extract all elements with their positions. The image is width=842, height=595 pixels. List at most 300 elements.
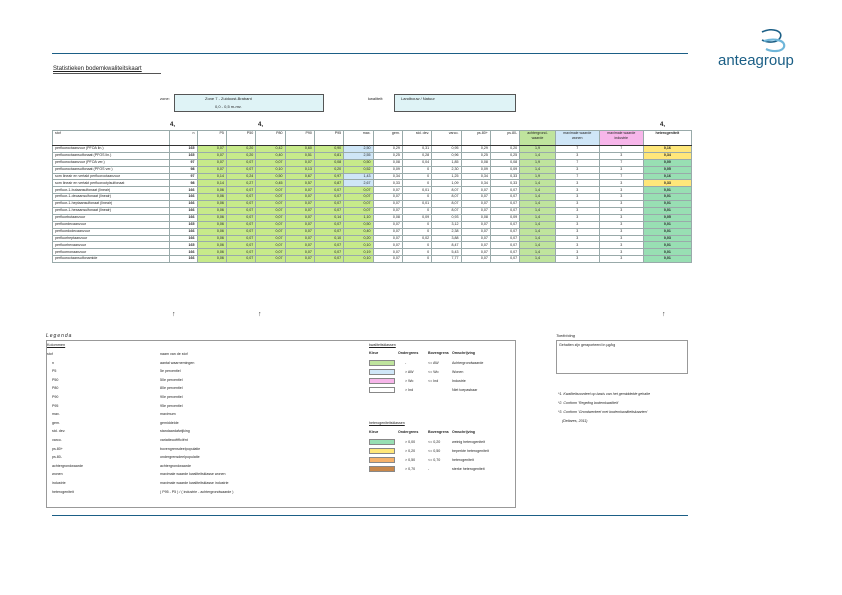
arrow-up-icon: ↑ <box>662 311 666 318</box>
legend-key: max. <box>52 412 60 417</box>
cell-value: 0 <box>402 166 431 173</box>
column-header: P95 <box>314 131 343 146</box>
cell-value: 7 <box>599 146 643 153</box>
cell-value: 7 <box>555 159 599 166</box>
cell-value: 0,50 <box>344 221 373 228</box>
column-header: P90 <box>285 131 314 146</box>
legend-key: stof <box>47 352 53 356</box>
cell-value: 0,07 <box>197 146 226 153</box>
cell-value: 166 <box>170 208 197 215</box>
het-cell: > 0,50 <box>405 458 416 462</box>
cell-value: 2,67 <box>344 180 373 187</box>
cell-value: 0,07 <box>461 201 490 208</box>
column-header: ps.80+ <box>461 131 490 146</box>
table-row <box>53 208 692 215</box>
kwal-header: Ondergrens <box>398 351 419 355</box>
cell-value: 1,4 <box>520 152 556 159</box>
cell-value: 0,07 <box>373 221 402 228</box>
cell-value: 0,10 <box>344 256 373 263</box>
cell-value: 0,07 <box>490 221 519 228</box>
cell-value: 0,07 <box>490 208 519 215</box>
cell-value: 0,20 <box>490 146 519 153</box>
cell-value: 8,47 <box>432 242 461 249</box>
cell-value: 0,07 <box>226 208 255 215</box>
legend-key: P95 <box>52 403 59 408</box>
cell-value: 0,19 <box>344 249 373 256</box>
cell-value: 0,40 <box>256 152 285 159</box>
cell-value: 0,16 <box>643 146 691 153</box>
cell-value: 1,4 <box>520 166 556 173</box>
cell-value: 98 <box>170 180 197 187</box>
kwal-header: Kleur <box>369 351 379 355</box>
legend-key: achtergrondwaarde <box>52 463 83 468</box>
brand-name: anteagroup <box>718 52 794 69</box>
kwal-cell: - <box>405 361 407 365</box>
cell-value: 8,07 <box>432 208 461 215</box>
arrow-up-icon: ↑ <box>172 311 176 318</box>
kwal-title: kwaliteitsklassen <box>369 343 396 347</box>
het-header: Kleur <box>369 430 379 434</box>
het-swatch <box>369 448 395 454</box>
cell-value: 165 <box>170 242 197 249</box>
cell-value: 8,07 <box>432 187 461 194</box>
cell-value: 97 <box>170 159 197 166</box>
het-cell: beperkte heterogeniteit <box>452 449 489 453</box>
cell-value: 0,31 <box>402 146 431 153</box>
cell-value: 0,01 <box>643 208 691 215</box>
cell-value: 165 <box>170 221 197 228</box>
toelichting-note: *2. Conform 'Regeling bodemkwaliteit' <box>558 401 619 405</box>
cell-value: 0,06 <box>197 187 226 194</box>
cell-stof: som lineair en vertakt perfluoroctaanzuur <box>53 173 170 180</box>
column-header: max. <box>344 131 373 146</box>
cell-value: 0,01 <box>643 256 691 263</box>
cell-value: 0,07 <box>256 214 285 221</box>
table-row <box>53 194 692 201</box>
cell-value: 7 <box>599 159 643 166</box>
cell-value: 0,07 <box>373 256 402 263</box>
cell-value: 0,01 <box>643 201 691 208</box>
table-row <box>53 249 692 256</box>
legend-desc: aantal waarnemingen <box>160 360 195 365</box>
cell-value: 0,07 <box>344 208 373 215</box>
legend-desc: 5e percentiel <box>160 369 181 374</box>
cell-value: 0,07 <box>314 249 343 256</box>
cell-value: 3 <box>599 166 643 173</box>
legend-key: P80 <box>52 386 59 391</box>
table-row <box>53 228 692 235</box>
cell-value: 0,07 <box>226 187 255 194</box>
toelichting-title: Toelichting <box>556 333 575 338</box>
legend-key: P90 <box>52 395 59 399</box>
cell-value: 0,24 <box>226 173 255 180</box>
cell-value: 0,01 <box>643 242 691 249</box>
cell-value: 1,4 <box>520 180 556 187</box>
cell-value: 0,09 <box>490 214 519 221</box>
cell-value: 7 <box>555 173 599 180</box>
cell-value: 0,07 <box>226 201 255 208</box>
cell-value: 0,20 <box>314 166 343 173</box>
cell-value: 0,07 <box>226 242 255 249</box>
table-row <box>53 221 692 228</box>
cell-value: 3 <box>555 235 599 242</box>
cell-value: 3 <box>599 256 643 263</box>
legend-key: varco. <box>52 438 62 442</box>
cell-value: 0,05 <box>643 166 691 173</box>
cell-value: 166 <box>170 228 197 235</box>
cell-value: 165 <box>170 152 197 159</box>
legend-desc: standaardafwijking <box>160 429 190 434</box>
cell-value: 0,95 <box>432 146 461 153</box>
cell-value: 0,07 <box>461 187 490 194</box>
cell-value: 0,01 <box>643 187 691 194</box>
cell-value: 0,07 <box>461 249 490 256</box>
het-swatch <box>369 466 395 472</box>
cell-value: 0,09 <box>461 166 490 173</box>
cell-value: 0,06 <box>197 235 226 242</box>
kwal-header: Omschrijving <box>452 351 475 355</box>
cell-value: 0,09 <box>402 214 431 221</box>
arrow-up-icon: ↑ <box>258 311 262 318</box>
cell-value: 0,07 <box>226 214 255 221</box>
cell-value: 3 <box>555 187 599 194</box>
cell-value: 0,07 <box>490 201 519 208</box>
cell-value: 0,08 <box>461 159 490 166</box>
cell-value: 0,07 <box>285 235 314 242</box>
cell-value: 0,81 <box>314 152 343 159</box>
cell-value: 0,34 <box>373 173 402 180</box>
cell-value: 0,07 <box>373 194 402 201</box>
cell-value: 0,10 <box>314 235 343 242</box>
cell-value: 0,07 <box>314 208 343 215</box>
toelichting-note: *1. Kwaliteitsoordeel op basis van het gemiddelde gehalte <box>558 392 651 396</box>
top-rule <box>52 53 688 54</box>
toelichting-text: Gehalten zijn geraporteerd in µg/kg <box>559 343 616 347</box>
legend-key: n <box>52 360 54 365</box>
cell-value: 0,07 <box>344 187 373 194</box>
cell-value: 166 <box>170 249 197 256</box>
kwal-swatch <box>369 360 395 366</box>
cell-value: 0,01 <box>643 249 691 256</box>
kwal-cell: Industrie <box>452 379 466 383</box>
kwal-cell: > Ind <box>405 388 414 392</box>
cell-value: 0,33 <box>373 180 402 187</box>
cell-value: 3 <box>555 194 599 201</box>
table-header-row <box>53 131 692 146</box>
cell-value: 3 <box>555 214 599 221</box>
cell-value: 0,13 <box>285 166 314 173</box>
cell-value: 1,4 <box>520 249 556 256</box>
kwaliteit-label: kwaliteit: <box>368 96 384 101</box>
kwal-header: Bovengrens <box>428 351 449 355</box>
cell-value: 3 <box>599 214 643 221</box>
cell-stof: perfluornonaanzuur <box>53 249 170 256</box>
table-row <box>53 173 692 180</box>
cell-value: 0,07 <box>226 235 255 242</box>
marker-het: 4, <box>660 122 666 128</box>
kwal-cell: <= Ind <box>428 379 439 383</box>
cell-value: 0,07 <box>256 187 285 194</box>
marker-p80: 4, <box>258 122 264 128</box>
cell-value: 0,07 <box>373 249 402 256</box>
het-title: heterogeniteitsklassen <box>369 421 405 425</box>
cell-value: 166 <box>170 256 197 263</box>
het-cell: <= 0,20 <box>428 440 441 444</box>
legend-key: industrie <box>52 481 66 485</box>
het-cell: > 0,20 <box>405 449 416 453</box>
cell-value: 166 <box>170 201 197 208</box>
cell-value: 0,07 <box>285 201 314 208</box>
antea-logo <box>718 28 808 70</box>
cell-value: 8,07 <box>432 194 461 201</box>
cell-value: 0,51 <box>285 152 314 159</box>
cell-value: 0,07 <box>256 201 285 208</box>
cell-value: 3 <box>555 180 599 187</box>
zone-depth: 0,0 - 0,5 m-mv. <box>215 104 242 109</box>
cell-value: 0,33 <box>490 173 519 180</box>
cell-value: 0,07 <box>256 159 285 166</box>
cell-value: 0,06 <box>197 242 226 249</box>
column-header: gem. <box>373 131 402 146</box>
legend-desc: maximum <box>160 412 176 417</box>
cell-value: 3 <box>599 152 643 159</box>
cell-stof: perfluoroctaanzuur (PFOA ver.) <box>53 159 170 166</box>
cell-value: 0,57 <box>285 180 314 187</box>
kwal-cell: Achtergrondwaarde <box>452 361 484 365</box>
cell-value: 3,12 <box>432 221 461 228</box>
kwaliteit-box <box>394 94 516 112</box>
cell-value: 3 <box>599 249 643 256</box>
cell-stof: perfluorbutaanzuur <box>53 214 170 221</box>
cell-value: 0,07 <box>226 159 255 166</box>
cell-stof: perfluoroctaansulfonaat (PFOS ver.) <box>53 166 170 173</box>
cell-value: 0,07 <box>285 187 314 194</box>
cell-value: 0,07 <box>461 194 490 201</box>
cell-value: 0,07 <box>490 235 519 242</box>
het-cell: > 0,00 <box>405 440 416 444</box>
cell-value: 0,90 <box>314 146 343 153</box>
cell-value: 0,33 <box>490 180 519 187</box>
kwal-cell: <= AW <box>428 361 439 365</box>
cell-value: 0,06 <box>197 194 226 201</box>
cell-value: 0,01 <box>643 221 691 228</box>
cell-value: 0,06 <box>197 208 226 215</box>
table-row <box>53 152 692 159</box>
cell-value: 0,06 <box>197 228 226 235</box>
legend-desc: ( P95 - P5 ) / ( industrie - achtergrondwaarde ) <box>160 489 234 494</box>
het-cell: heterogeniteit <box>452 458 474 462</box>
cell-value: 166 <box>170 187 197 194</box>
cell-value: 0,07 <box>461 256 490 263</box>
legend-key: P50 <box>52 377 59 382</box>
legend-desc: ondergrensdeelpopulatie <box>160 455 200 460</box>
cell-value: 3 <box>555 249 599 256</box>
cell-value: 5,43 <box>432 249 461 256</box>
cell-value: 1,4 <box>520 235 556 242</box>
table-row <box>53 187 692 194</box>
cell-stof: perfluor-1-heptaansulfonaat (lineair) <box>53 201 170 208</box>
cell-value: 0,07 <box>226 228 255 235</box>
column-header: achtergrond-waarde <box>520 131 556 146</box>
cell-value: 0,29 <box>373 146 402 153</box>
het-header: Omschrijving <box>452 430 475 434</box>
cell-value: 0,07 <box>461 208 490 215</box>
cell-value: 0,07 <box>314 201 343 208</box>
cell-value: 0,06 <box>197 249 226 256</box>
cell-value: 0,07 <box>373 242 402 249</box>
legend-desc: variatiecoëfficiënt <box>160 438 188 442</box>
cell-value: 165 <box>170 146 197 153</box>
het-cell: sterke heterogeniteit <box>452 467 485 471</box>
cell-value: 3 <box>599 187 643 194</box>
cell-value: 3 <box>555 208 599 215</box>
cell-stof: perfluoroctaansulfonamide <box>53 256 170 263</box>
kwal-swatch <box>369 378 395 384</box>
cell-value: 0,01 <box>402 201 431 208</box>
column-header: heterogeniteit <box>643 131 691 146</box>
cell-value: 0,07 <box>373 235 402 242</box>
cell-value: 0,60 <box>285 146 314 153</box>
kwal-cell: > AW <box>405 370 414 374</box>
kwal-cell: > Wo <box>405 379 414 383</box>
cell-value: 1,9 <box>520 159 556 166</box>
cell-value: 0,42 <box>256 146 285 153</box>
zone-label: zone: <box>160 96 170 101</box>
cell-value: 0,33 <box>643 180 691 187</box>
cell-stof: perfluor-1-hexaansulfonaat (lineair) <box>53 208 170 215</box>
legend-desc: 90e percentiel <box>160 395 183 399</box>
cell-value: 7 <box>599 173 643 180</box>
legend-key: ps.80- <box>52 455 62 460</box>
cell-stof: perfluor-1-decaansulfonaat (lineair) <box>53 194 170 201</box>
legend-kolommen: Kolommen <box>47 343 66 347</box>
page-title: Statistieken bodemkwaliteitskaart <box>53 66 142 72</box>
table-row <box>53 146 692 153</box>
legend-desc: achtergrondwaarde <box>160 463 191 468</box>
cell-stof: perfluorheptaanzuur <box>53 235 170 242</box>
cell-value: 3 <box>555 166 599 173</box>
cell-value: 0,07 <box>285 221 314 228</box>
cell-value: 0,96 <box>432 152 461 159</box>
cell-value: 0,07 <box>490 249 519 256</box>
toelichting-note: (Deltares, 2011) <box>562 419 588 423</box>
bottom-rule <box>52 515 688 516</box>
cell-value: 97 <box>170 173 197 180</box>
column-header: maximale waarde industrie <box>599 131 643 146</box>
cell-value: 0 <box>402 173 431 180</box>
cell-value: 7,77 <box>432 256 461 263</box>
legend-title: Legenda <box>46 333 73 339</box>
cell-value: 0,93 <box>432 214 461 221</box>
cell-value: 0,34 <box>643 152 691 159</box>
cell-value: 0,07 <box>461 235 490 242</box>
cell-value: 0,06 <box>197 201 226 208</box>
column-header: std. dev. <box>402 131 431 146</box>
cell-value: 0,20 <box>226 146 255 153</box>
cell-value: 1,10 <box>344 214 373 221</box>
cell-value: 0,07 <box>256 235 285 242</box>
cell-stof: perfluor-1-butaansulfonaat (lineair) <box>53 187 170 194</box>
cell-value: 0,07 <box>490 256 519 263</box>
cell-value: 0,07 <box>285 249 314 256</box>
cell-value: 8,07 <box>432 201 461 208</box>
cell-value: 0,07 <box>256 228 285 235</box>
table-row <box>53 242 692 249</box>
cell-value: 0,07 <box>197 159 226 166</box>
kwal-cell: <= Wo <box>428 370 439 374</box>
table-row <box>53 256 692 263</box>
legend-key: heterogeniteit <box>52 489 74 494</box>
cell-value: 2,50 <box>344 146 373 153</box>
cell-value: 0,07 <box>461 221 490 228</box>
cell-value: 0,07 <box>256 194 285 201</box>
cell-value: 0,07 <box>314 187 343 194</box>
cell-value: 0,40 <box>344 228 373 235</box>
statistics-table <box>52 130 692 263</box>
cell-value: 3 <box>599 201 643 208</box>
cell-value: 0 <box>402 194 431 201</box>
cell-value: 0,07 <box>314 228 343 235</box>
table-row <box>53 214 692 221</box>
het-cell: > 0,70 <box>405 467 416 471</box>
cell-value: 0,07 <box>314 221 343 228</box>
cell-value: 1,9 <box>520 173 556 180</box>
cell-value: 0,28 <box>402 152 431 159</box>
table-row <box>53 235 692 242</box>
cell-value: 3 <box>599 242 643 249</box>
column-header: P80 <box>256 131 285 146</box>
cell-value: 0,07 <box>373 208 402 215</box>
legend-desc: maximale waarde kwaliteitsklasse wonen <box>160 472 226 477</box>
cell-value: 0,25 <box>461 152 490 159</box>
cell-value: 1,4 <box>520 228 556 235</box>
table-row <box>53 201 692 208</box>
cell-value: 0,06 <box>197 214 226 221</box>
cell-value: 0,07 <box>373 228 402 235</box>
column-header: maximale waarde wonen <box>555 131 599 146</box>
legend-desc: 80e percentiel <box>160 386 183 391</box>
het-header: Ondergrens <box>398 430 419 434</box>
cell-value: 0,29 <box>461 146 490 153</box>
zone-box <box>174 94 324 112</box>
het-cell: <= 0,50 <box>428 449 441 453</box>
cell-value: 0,04 <box>402 159 431 166</box>
cell-value: 0,52 <box>344 166 373 173</box>
cell-value: 0,08 <box>490 159 519 166</box>
cell-value: 0,07 <box>285 214 314 221</box>
cell-value: 0 <box>402 242 431 249</box>
cell-value: 0,07 <box>314 194 343 201</box>
kwaliteit-value: Landbouw / Natuur <box>401 96 435 101</box>
marker-n: 4, <box>170 122 176 128</box>
cell-value: 2,30 <box>432 166 461 173</box>
cell-value: 0,87 <box>314 180 343 187</box>
cell-value: 0,01 <box>402 187 431 194</box>
zone-value: Zone 7 - Zuidoost-Brabant <box>205 96 252 101</box>
cell-stof: perfluorhexaanzuur <box>53 242 170 249</box>
kwal-cell: Wonen <box>452 370 464 374</box>
cell-value: 1,4 <box>520 256 556 263</box>
toelichting-box <box>556 340 688 374</box>
legend-key: std. dev. <box>52 429 66 434</box>
cell-stof: perfluoroctaanzuur (PFOA lin.) <box>53 146 170 153</box>
cell-value: 3 <box>555 256 599 263</box>
cell-value: 1,25 <box>432 173 461 180</box>
cell-value: 0,07 <box>461 242 490 249</box>
cell-value: 0,07 <box>373 201 402 208</box>
legend-key: P5 <box>52 369 57 374</box>
cell-value: 0,20 <box>226 152 255 159</box>
